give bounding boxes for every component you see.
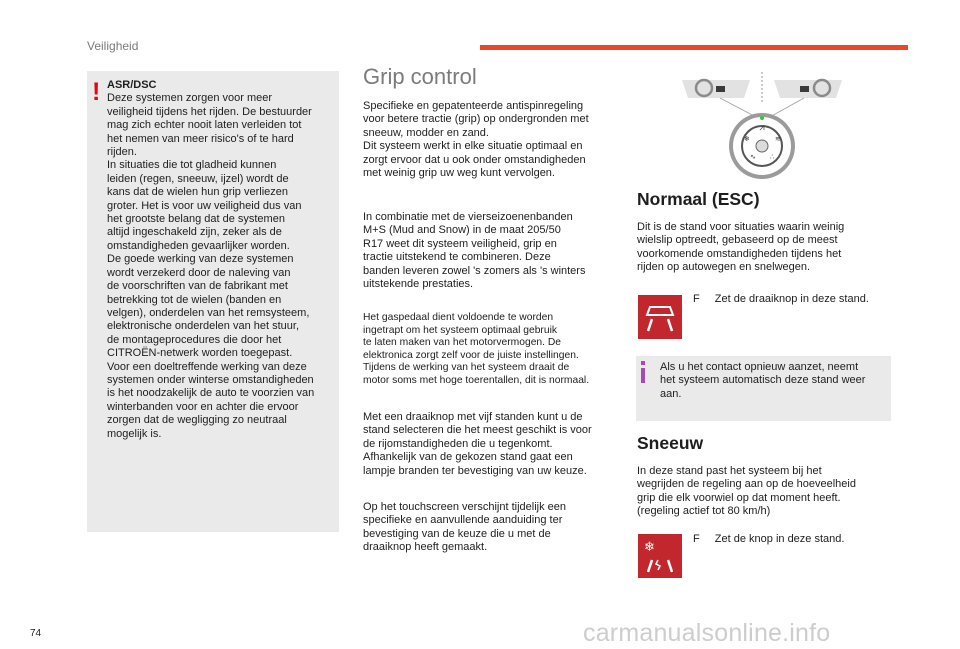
svg-text:❄: ❄: [744, 135, 750, 143]
bullet-arrow-icon: F: [693, 293, 700, 305]
snow-paragraph: In deze stand past het systeem bij het wegrijden de regeling aan op de hoeveelheid grip die elk voorwiel op dat moment heeft. (regeling actief tot 80 km/h): [637, 465, 856, 518]
grip-paragraph-2: In combinatie met de vierseizoenenbanden M+S (Mud and Snow) in de maat 205/50 R17 weet dit systeem veiligheid, grip en tractie uitstekend te combineren. Deze banden leveren zowel 's zomers als 's winters uitstekende prestaties.: [363, 211, 586, 291]
grip-control-heading: Grip control: [363, 64, 477, 89]
grip-control-dial-illustration: [672, 66, 852, 198]
info-text: Als u het contact opnieuw aanzet, neemt het systeem automatisch deze stand weer aan.: [660, 361, 866, 400]
warning-exclamation-icon: !: [92, 78, 101, 106]
grip-paragraph-3: Het gaspedaal dient voldoende te worden ingetrapt om het systeem optimaal gebruik te laten maken van het motorvermogen. De elektronica zorgt zelf voor de juiste instellingen. Tijdens de werking van het systeem draait de motor soms met hoge toerentallen, dit is normaal.: [363, 312, 590, 386]
svg-text:≋: ≋: [775, 135, 781, 143]
grip-paragraph-5: Op het touchscreen verschijnt tijdelijk een specifieke en aanvullende aanduiding ter bevestiging van de keuze die u met de draaiknop heeft gemaakt.: [363, 501, 566, 554]
watermark: carmanualsonline.info: [583, 619, 831, 647]
normal-bullet: F Zet de draaiknop in deze stand.: [693, 293, 869, 305]
grip-paragraph-1: Specifieke en gepatenteerde antispinregeling voor betere tractie (grip) op ondergronden met sneeuw, modder en zand. Dit systeem werkt in elke situatie optimaal en zorgt ervoor dat u ook onder omstandigheden met weinig grip uw weg kunt vervolgen.: [363, 100, 589, 180]
section-label: Veiligheid: [87, 39, 139, 53]
warning-text: ASR/DSC Deze systemen zorgen voor meer veiligheid tijdens het rijden. De bestuurder mag zich echter nooit laten verleiden tot het nemen van meer risico's of te hard rijden. In situaties die tot gladheid kunnen leiden (regen, sneeuw, ijzel) wordt de kans dat de wielen hun grip verliezen groter. Het is voor uw veiligheid dus van het grootste belang dat de systemen altijd ingeschakeld zijn, zeker als de omstandigheden gevaarlijker worden. De goede werking van deze systemen wordt verzekerd door de naleving van de voorschriften van de fabrikant met betrekking tot de wielen (banden en velgen), onderdelen van het remsysteem, elektronische onderdelen van het stuur, de montageprocedures die door het CITROËN-netwerk worden toegepast. Voor een doeltreffende werking van deze systemen onder winterse omstandigheden is het noodzakelijk de auto te voorzien van winterbanden voor en achter die ervoor zorgen dat de wegligging zo neutraal mogelijk is.: [107, 79, 315, 440]
grip-paragraph-4: Met een draaiknop met vijf standen kunt u de stand selecteren die het meest geschikt is voor de rijomstandigheden die u tegenkomt. Afhankelijk van de gekozen stand gaat een lampje branden ter bevestiging van uw keuze.: [363, 411, 592, 477]
snow-bullet: F Zet de knop in deze stand.: [693, 533, 845, 545]
normal-mode-icon: [638, 295, 682, 339]
svg-text:❄: ❄: [644, 540, 655, 555]
page-number: 74: [30, 628, 42, 639]
svg-text:⩘: ⩘: [759, 123, 765, 133]
normal-esc-heading: Normaal (ESC): [637, 189, 760, 209]
header-accent-bar: [480, 45, 908, 50]
svg-text:∿: ∿: [750, 153, 756, 161]
info-icon: [640, 361, 646, 383]
snow-mode-icon: [638, 534, 682, 578]
bullet-arrow-icon: F: [693, 533, 700, 545]
warning-title: ASR/DSC: [107, 79, 157, 91]
svg-text:∴: ∴: [770, 153, 775, 161]
normal-paragraph: Dit is de stand voor situaties waarin weinig wielslip optreedt, gebaseerd op de meest voorkomende omstandigheden tijdens het rijden op autowegen en snelwegen.: [637, 221, 845, 274]
snow-heading: Sneeuw: [637, 433, 704, 453]
